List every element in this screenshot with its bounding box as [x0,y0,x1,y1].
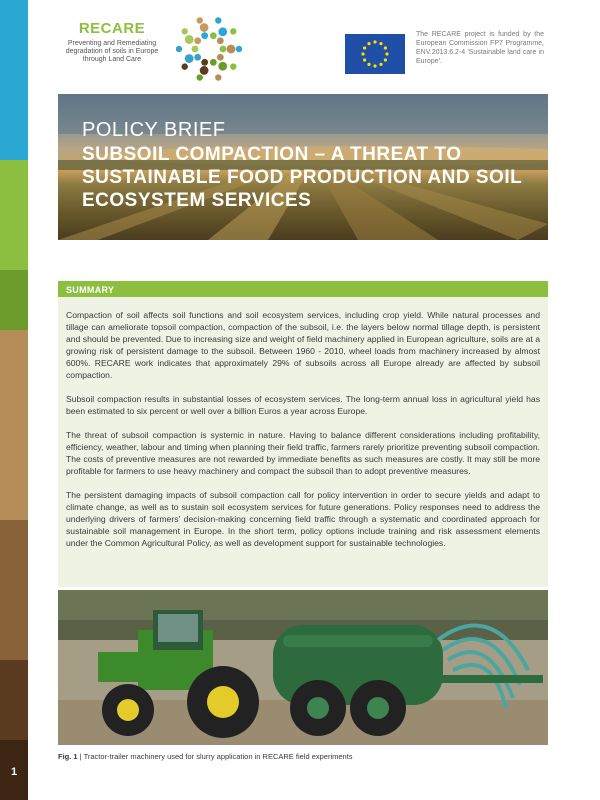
eu-star [379,42,382,45]
logo-dot [197,74,203,80]
eu-star [384,46,387,49]
page-number: 1 [10,766,18,778]
logo-dot [210,59,217,66]
logo-dot [230,28,236,34]
logo-dot [201,59,208,66]
logo-dot [192,46,199,53]
logo-dot [218,62,227,71]
logo-dot [220,46,227,53]
summary-paragraph: The persistent damaging impacts of subsoil compaction call for policy intervention in order to secure yields and adapt to climate change, as well as to sustain soil ecosystem services for future generations. Policy responses need to address the underlying drivers of farmers' decision-making concerning field traffic through a systematic and coordinated approach for sustainable soil management in Europe. In the short term, policy options include training and risk assessment elements under the Common Agricultural Policy, as well as development support for sustainable technologies. [66,490,540,548]
summary-paragraph: Subsoil compaction results in substantial losses of ecosystem services. The long-term annual loss in agricultural yield has been estimated to six percent or well over a billion Euros a year across Europe. [66,394,540,416]
logo-dot [197,17,203,23]
recare-dots-icon [176,16,242,82]
logo-dot [217,37,224,44]
eu-star [367,63,370,66]
logo-dot [210,32,217,39]
logo-dot [194,37,201,44]
eu-star [379,63,382,66]
figure-caption-text: | Tractor-trailer machinery used for slurry application in RECARE field experiments [77,752,353,761]
eu-star [384,58,387,61]
tractor-photo [58,590,548,745]
logo-dot [200,23,209,32]
logo-dot [218,27,227,36]
eu-star [363,58,366,61]
logo-dot [185,54,194,63]
policy-brief-label: POLICY BRIEF [82,119,226,141]
funding-statement: The RECARE project is funded by the European Commission FP7 Programme, ENV.2013.6.2-4 'Sustainable land care in Europe'. [416,31,544,65]
color-stripe [0,0,28,800]
logo-dot [230,63,236,69]
eu-star [367,42,370,45]
logo-dot [176,46,182,52]
summary-paragraph: The threat of subsoil compaction is systemic in nature. Having to balance different considerations including profitability, efficiency, weather, labour and timing when planning their field traffic, farmers rarely prioritize preventing subsoil compaction. The costs of preventive measures are not rewarded by immediate benefits as such measures are costly. It may still be more profitable for farmers to use heavy machinery and compact the subsoil than to adopt preventive measures. [66,430,540,476]
logo-dot [200,66,209,75]
logo-dot [236,46,242,52]
eu-star [361,52,364,55]
eu-star [373,64,376,67]
logo-tagline: Preventing and Remediating degradation of soils in Europe through Land Care [65,40,159,63]
logo-dot [217,54,224,61]
banner-image [58,94,548,240]
eu-star [385,52,388,55]
eu-star [373,40,376,43]
eu-flag-icon [345,34,405,74]
logo-dot [215,17,221,23]
logo-name: RECARE [78,20,146,37]
logo-dot [215,74,221,80]
figure-label: Fig. 1 [58,752,78,761]
summary-heading: SUMMARY [58,281,548,297]
logo-dot [185,35,194,44]
logo-dot [182,63,188,69]
recare-logo [56,18,246,78]
logo-dot [227,45,236,54]
logo-dot [194,54,201,61]
summary-paragraph: Compaction of soil affects soil functions and soil ecosystem services, including crop yield. While natural processes and tillage can ameliorate topsoil compaction, compaction of the subsoil, i.e. the layers below normal tillage depth, is persistent and should be prevented. Due to increasing size and weight of field machinery applied in European agriculture, soils are at a growing risk of persistent damage to the subsoil. Between 1960 - 2010, wheel loads from machinery increased by almost 600%. RECARE work indicates that approximately 29% of subsoils across all Europe already are affected by subsoil compaction. [66,310,540,380]
logo-dot [182,28,188,34]
summary-box [58,297,548,587]
figure-caption [58,752,548,761]
logo-dot [201,32,208,39]
eu-star [363,46,366,49]
page-title: SUBSOIL COMPACTION – A THREAT TO SUSTAINABLE FOOD PRODUCTION AND SOIL ECOSYSTEM SERVICES [82,144,522,211]
